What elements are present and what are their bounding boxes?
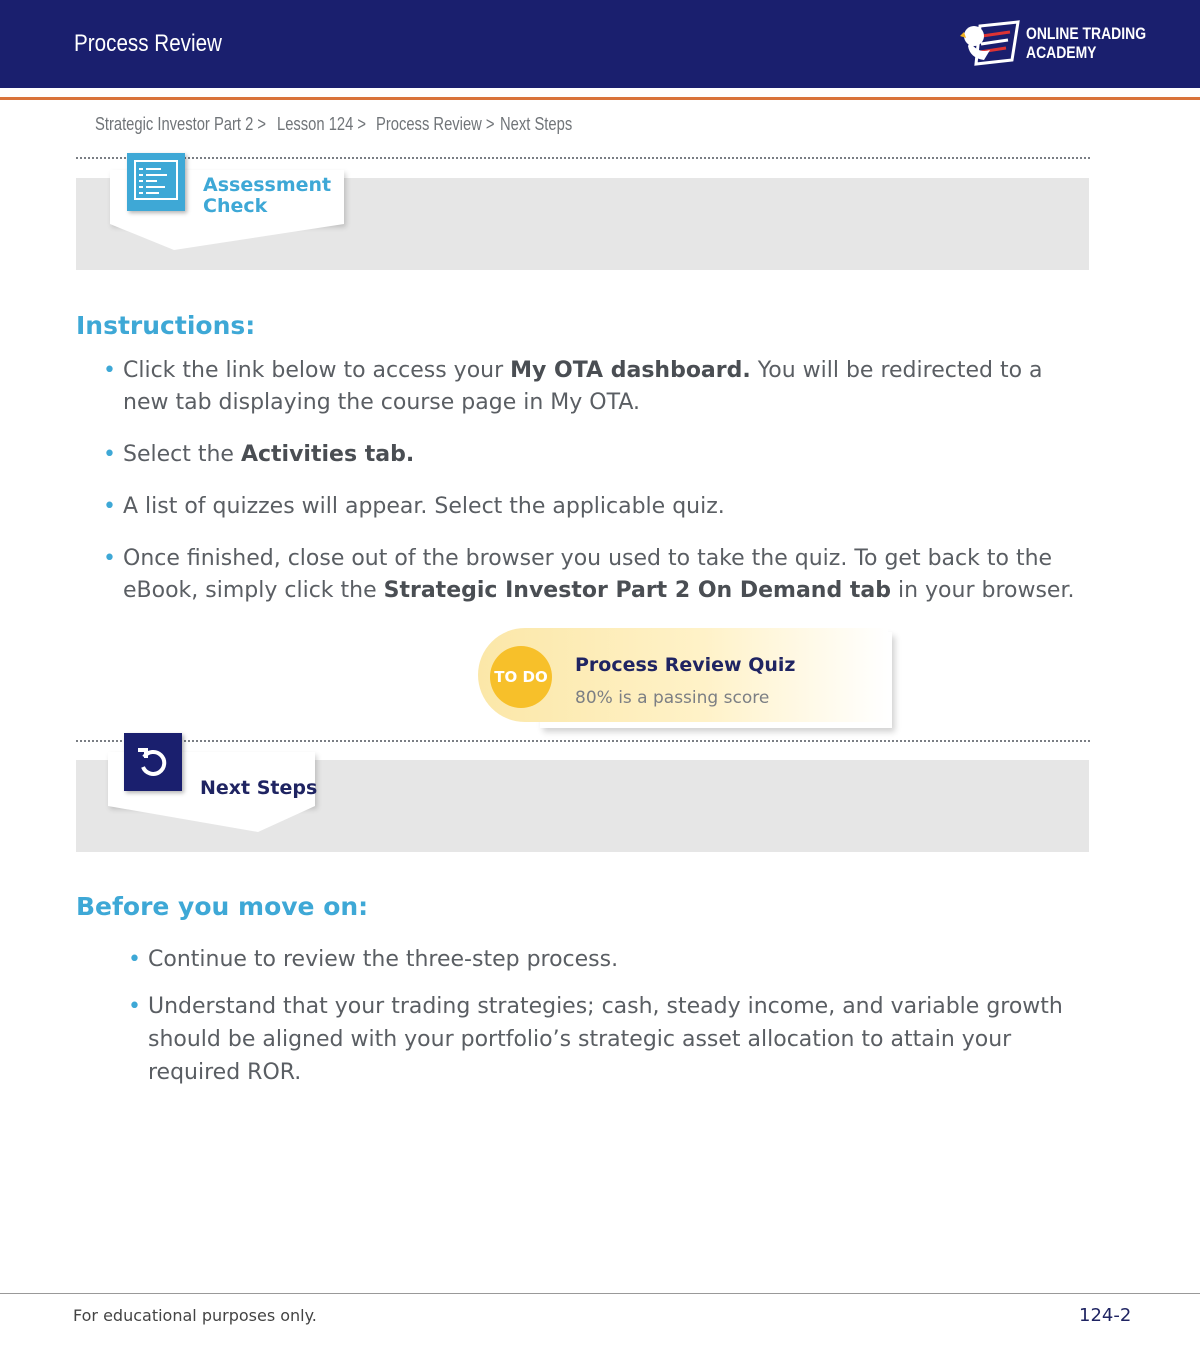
header-divider [0,97,1200,100]
next-steps-list [128,944,1063,1089]
ota-logo [960,20,1147,70]
tag-pointer-shape [110,222,344,252]
bullet-icon: • [103,546,116,571]
eagle-flag-icon [960,20,1020,66]
instructions-list [103,355,1083,607]
instruction-text: Select the [123,442,241,467]
assessment-label-line-2: Check [203,195,268,217]
checklist-icon [127,153,185,211]
next-step-item [128,990,1063,1089]
assessment-label [203,175,331,217]
quiz-title[interactable]: Process Review Quiz [575,654,796,676]
breadcrumb-item-lesson[interactable]: Lesson 124 > [277,114,367,134]
before-move-on-heading: Before you move on: [76,892,369,921]
instruction-bold-text: Strategic Investor Part 2 On Demand tab [383,578,891,603]
instruction-item [103,439,1083,471]
bullet-icon: • [128,994,141,1019]
next-steps-label: Next Steps [200,777,318,799]
logo-line-2: ACADEMY [1026,43,1097,62]
footer-divider [0,1293,1200,1294]
bullet-icon: • [128,947,141,972]
instruction-item [103,355,1083,419]
instruction-item [103,543,1083,607]
quiz-link-card[interactable] [478,628,888,722]
logo-wordmark [1026,24,1146,62]
instruction-text: Once finished, close out of the browser you used to take the quiz. To get back to the eBook, simply click the [123,546,1053,603]
refresh-icon [124,733,182,791]
page-title: Process Review [74,30,222,57]
instruction-item [103,491,1083,523]
next-step-item [128,944,1063,976]
page-number: 124-2 [1079,1305,1132,1326]
next-step-text: Continue to review the three-step process. [148,947,619,972]
instruction-bold-text: My OTA dashboard. [510,358,751,383]
header-bar [0,0,1200,88]
todo-badge: TO DO [490,646,552,708]
dotted-divider [76,740,1090,742]
instruction-text: in your browser. [890,578,1075,603]
dotted-divider [76,157,1090,159]
bullet-icon: • [103,494,116,519]
breadcrumb-item-process-review[interactable]: Process Review > [376,114,495,134]
bullet-icon: • [103,358,116,383]
instruction-text: You will be redirected to a new tab displaying the course page in My OTA. [123,358,1043,415]
quiz-subtitle: 80% is a passing score [575,688,770,708]
instruction-bold-text: Activities tab. [240,442,415,467]
bullet-icon: • [103,442,116,467]
instruction-text: Click the link below to access your [123,358,511,383]
instruction-text: A list of quizzes will appear. Select the applicable quiz. [123,494,725,519]
assessment-label-line-1: Assessment [203,174,332,196]
tag-pointer-shape [108,804,315,834]
breadcrumb-item-course[interactable]: Strategic Investor Part 2 > [95,114,267,134]
logo-line-1: ONLINE TRADING [1026,24,1147,43]
breadcrumb-item-next-steps[interactable]: Next Steps [500,114,573,134]
instructions-heading: Instructions: [76,311,256,340]
next-step-text: Understand that your trading strategies; cash, steady income, and variable growth should be aligned with your portfolio’s strategic asset allocation to attain your required ROR. [148,994,1063,1085]
footer-disclaimer: For educational purposes only. [73,1306,317,1325]
